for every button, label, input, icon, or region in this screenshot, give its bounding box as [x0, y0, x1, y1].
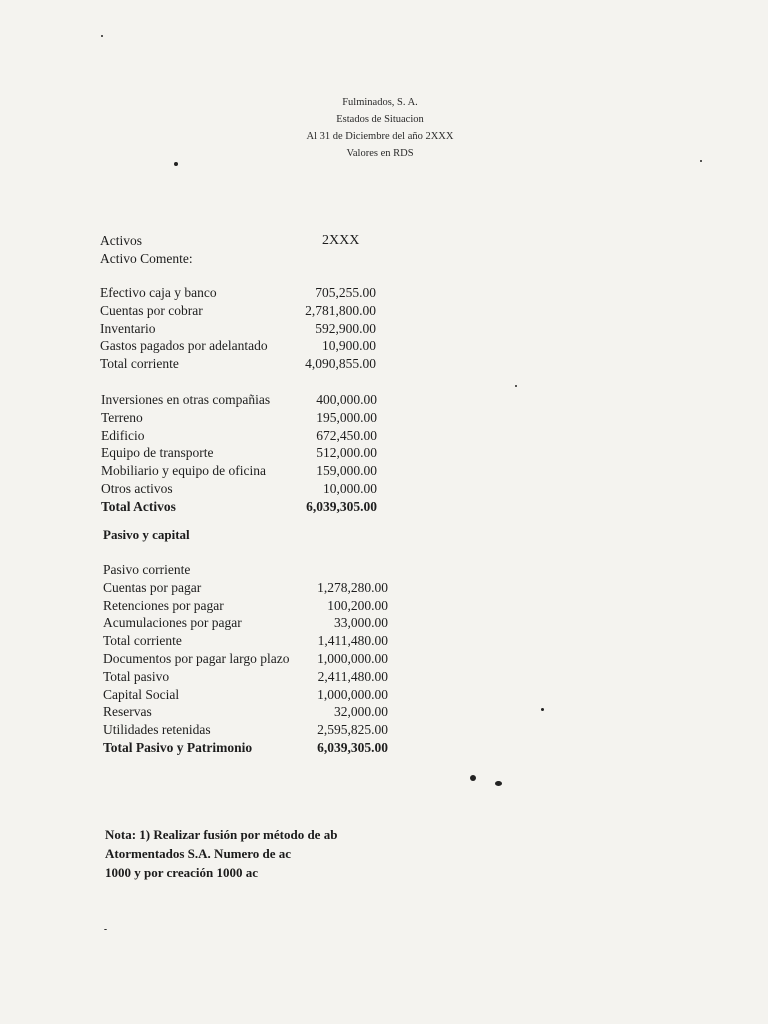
assets-heading	[100, 232, 370, 268]
currency-note: Valores en RDS	[346, 148, 414, 159]
scan-speck	[541, 708, 544, 711]
table-row	[101, 427, 377, 445]
row-value: 512,000.00	[316, 445, 377, 461]
table-row	[100, 284, 376, 302]
row-label: Gastos pagados por adelantado	[100, 338, 268, 354]
statement-date: Al 31 de Diciembre del año 2XXX	[306, 131, 454, 142]
scan-speck	[104, 929, 107, 930]
row-value: 10,900.00	[322, 338, 376, 354]
table-row	[101, 409, 377, 427]
current-assets-table	[100, 284, 376, 373]
row-label: Terreno	[101, 409, 143, 425]
row-value: 100,200.00	[327, 597, 388, 613]
table-row	[103, 703, 388, 721]
row-value: 6,039,305.00	[306, 498, 377, 514]
scan-speck	[470, 775, 476, 781]
row-value: 1,278,280.00	[317, 579, 388, 595]
current-assets-subtitle: Activo Comente:	[100, 250, 193, 266]
liabilities-title: Pasivo y capital	[103, 527, 190, 542]
table-row	[103, 650, 388, 668]
note-line: Atormentados S.A. Numero de ac	[105, 846, 292, 861]
row-label: Otros activos	[101, 480, 173, 496]
statement-title: Estados de Situacion	[336, 114, 424, 125]
table-row	[103, 597, 388, 615]
table-row	[100, 320, 376, 338]
assets-title: Activos	[100, 233, 142, 248]
scan-speck	[700, 160, 702, 162]
total-liabilities-equity-row	[103, 739, 388, 757]
row-label: Inversiones en otras compañias	[101, 392, 271, 407]
table-row	[103, 668, 388, 686]
noncurrent-assets-table	[101, 391, 377, 516]
table-row	[103, 579, 388, 597]
table-row	[103, 721, 388, 739]
row-label: Documentos por pagar largo plazo	[103, 650, 290, 666]
row-value: 32,000.00	[334, 704, 388, 720]
row-label: Total Pasivo y Patrimonio	[103, 739, 253, 755]
table-row	[101, 462, 377, 480]
row-label: Equipo de transporte	[101, 445, 214, 461]
row-value: 400,000.00	[316, 392, 377, 407]
row-label: Mobiliario y equipo de oficina	[101, 463, 266, 479]
row-label: Reservas	[103, 704, 152, 720]
row-value: 1,411,480.00	[317, 633, 388, 649]
row-value: 705,255.00	[315, 285, 376, 300]
year-column-header: 2XXX	[322, 233, 360, 248]
row-value: 159,000.00	[316, 463, 377, 479]
liabilities-table	[103, 561, 388, 757]
note-line: 1000 y por creación 1000 ac	[105, 865, 258, 880]
liabilities-subtitle: Pasivo corriente	[103, 562, 191, 577]
row-value: 1,000,000.00	[317, 650, 388, 666]
table-row	[103, 686, 388, 704]
row-label: Total Activos	[101, 498, 176, 514]
row-label: Total corriente	[100, 356, 179, 372]
row-value: 6,039,305.00	[317, 739, 388, 755]
table-row	[100, 355, 376, 373]
table-row	[101, 444, 377, 462]
table-row	[101, 480, 377, 498]
scan-speck	[515, 385, 517, 387]
row-label: Cuentas por cobrar	[100, 302, 203, 318]
row-label: Retenciones por pagar	[103, 597, 224, 613]
note-line: Nota: 1) Realizar fusión por método de ab	[105, 827, 338, 842]
row-value: 1,000,000.00	[317, 686, 388, 702]
company-name: Fulminados, S. A.	[342, 97, 418, 108]
row-label: Efectivo caja y banco	[100, 285, 217, 300]
row-value: 2,411,480.00	[317, 668, 388, 684]
row-value: 592,900.00	[315, 320, 376, 336]
row-label: Total pasivo	[103, 668, 170, 684]
scan-speck	[174, 162, 178, 166]
row-label: Utilidades retenidas	[103, 722, 211, 738]
row-value: 672,450.00	[316, 427, 377, 443]
table-row	[100, 302, 376, 320]
row-value: 4,090,855.00	[305, 356, 376, 372]
row-value: 2,781,800.00	[305, 302, 376, 318]
row-value: 195,000.00	[316, 409, 377, 425]
scan-speck	[101, 35, 103, 37]
row-label: Edificio	[101, 427, 145, 443]
row-label: Inventario	[100, 320, 156, 336]
table-row	[101, 391, 377, 409]
statement-header	[200, 94, 560, 162]
row-label: Capital Social	[103, 686, 180, 702]
row-label: Total corriente	[103, 633, 182, 649]
table-row	[100, 337, 376, 355]
table-row	[103, 632, 388, 650]
row-value: 10,000.00	[323, 480, 377, 496]
row-label: Acumulaciones por pagar	[103, 615, 242, 631]
row-label: Cuentas por pagar	[103, 579, 202, 595]
scan-speck	[495, 781, 502, 786]
note-block	[105, 825, 405, 882]
row-value: 2,595,825.00	[317, 722, 388, 738]
total-assets-row	[101, 498, 377, 516]
table-row	[103, 614, 388, 632]
row-value: 33,000.00	[334, 615, 388, 631]
